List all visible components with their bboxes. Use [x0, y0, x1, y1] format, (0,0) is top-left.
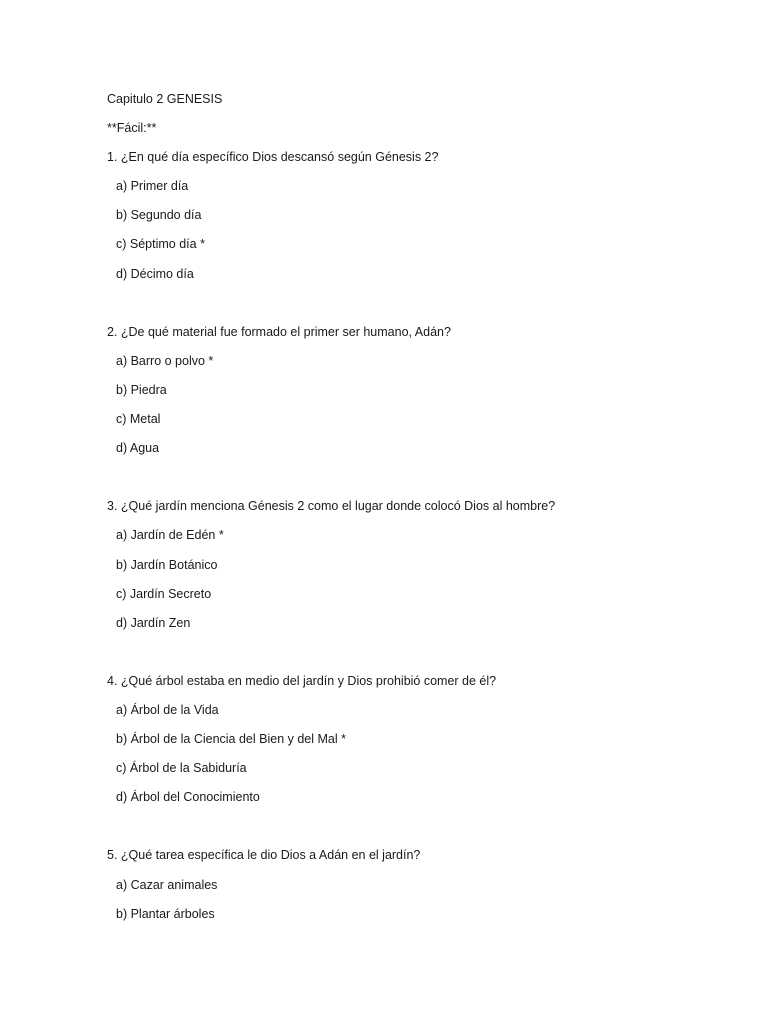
question-4: 4. ¿Qué árbol estaba en medio del jardín y Dios prohibió comer de él? [107, 673, 497, 688]
question-3-option-d: d) Jardín Zen [116, 615, 191, 630]
question-2-option-d: d) Agua [116, 441, 160, 456]
question-3: 3. ¿Qué jardín menciona Génesis 2 como el lugar donde colocó Dios al hombre? [107, 499, 556, 514]
question-1-option-c: c) Séptimo día * [116, 237, 205, 252]
difficulty-label: **Fácil:** [107, 121, 157, 136]
spacer [107, 293, 727, 322]
question-4-option-a: a) Árbol de la Vida [116, 702, 219, 717]
question-2-option-b: b) Piedra [116, 382, 167, 397]
question-3-option-b: b) Jardín Botánico [116, 557, 218, 572]
spacer [107, 642, 727, 671]
question-4-option-b: b) Árbol de la Ciencia del Bien y del Mal * [116, 732, 346, 747]
question-4-option-c: c) Árbol de la Sabiduría [116, 761, 247, 776]
question-1: 1. ¿En qué día específico Dios descansó según Génesis 2? [107, 150, 439, 165]
spacer [107, 816, 727, 845]
question-2-option-c: c) Metal [116, 412, 161, 427]
question-1-option-d: d) Décimo día [116, 266, 194, 281]
question-3-option-c: c) Jardín Secreto [116, 586, 212, 601]
question-4-option-d: d) Árbol del Conocimiento [116, 790, 260, 805]
question-2: 2. ¿De qué material fue formado el primer ser humano, Adán? [107, 324, 451, 339]
question-2-option-a: a) Barro o polvo * [116, 353, 214, 368]
question-5-option-a: a) Cazar animales [116, 877, 218, 892]
document-title: Capitulo 2 GENESIS [107, 92, 223, 106]
question-5: 5. ¿Qué tarea específica le dio Dios a Adán en el jardín? [107, 848, 421, 863]
question-1-option-b: b) Segundo día [116, 208, 202, 223]
document-body [107, 89, 727, 933]
question-1-option-a: a) Primer día [116, 179, 189, 194]
question-3-option-a: a) Jardín de Edén * [116, 528, 224, 543]
question-5-option-b: b) Plantar árboles [116, 906, 215, 921]
spacer [107, 467, 727, 496]
